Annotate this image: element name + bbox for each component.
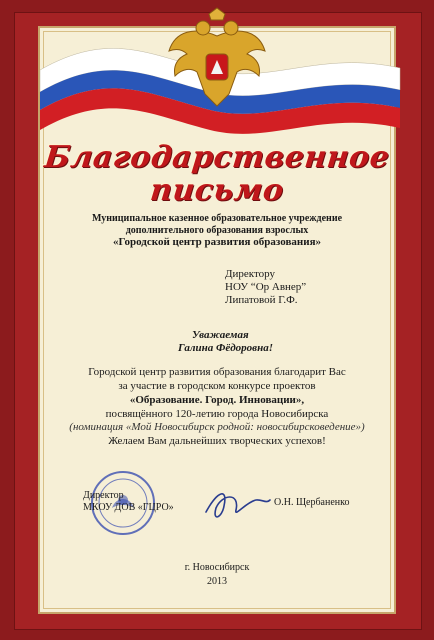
organization-line3: «Городской центр развития образования» — [112, 236, 322, 248]
addressee-line2: НОУ “Ор Авнер” — [225, 281, 307, 293]
signature-role-line2: МКОУ ДОВ «ГЦРО» — [83, 502, 174, 513]
double-headed-eagle-emblem — [165, 6, 269, 116]
body-line4: посвящённого 120-летию города Новосибирска — [105, 408, 329, 420]
body-line1: Городской центр развития образования благодарит Вас — [88, 366, 346, 378]
certificate-title-line1: Благодарственное — [42, 140, 392, 175]
year: 2013 — [207, 576, 227, 587]
certificate-title-line2: письмо — [148, 173, 286, 208]
addressee-line3: Липатовой Г.Ф. — [225, 294, 298, 306]
handwritten-signature — [200, 482, 274, 526]
body-line3: «Образование. Город. Инновации», — [129, 394, 305, 406]
body-line5: (номинация «Мой Новосибирск родной: новосибирсковедение») — [69, 421, 365, 433]
greeting-line1: Уважаемая — [192, 329, 249, 341]
organization-line2: дополнительного образования взрослых — [125, 225, 309, 236]
signatory-name: О.Н. Щербаненко — [274, 497, 350, 508]
addressee-line1: Директору — [225, 268, 275, 280]
body-line2: за участие в городском конкурсе проектов — [118, 380, 316, 392]
city: г. Новосибирск — [184, 562, 250, 573]
greeting-line2: Галина Фёдоровна! — [178, 342, 273, 354]
signature-role-line1: Директор — [83, 490, 124, 501]
organization-line1: Муниципальное казенное образовательное учреждение — [91, 213, 343, 224]
body-line6: Желаем Вам дальнейших творческих успехов! — [108, 435, 326, 447]
